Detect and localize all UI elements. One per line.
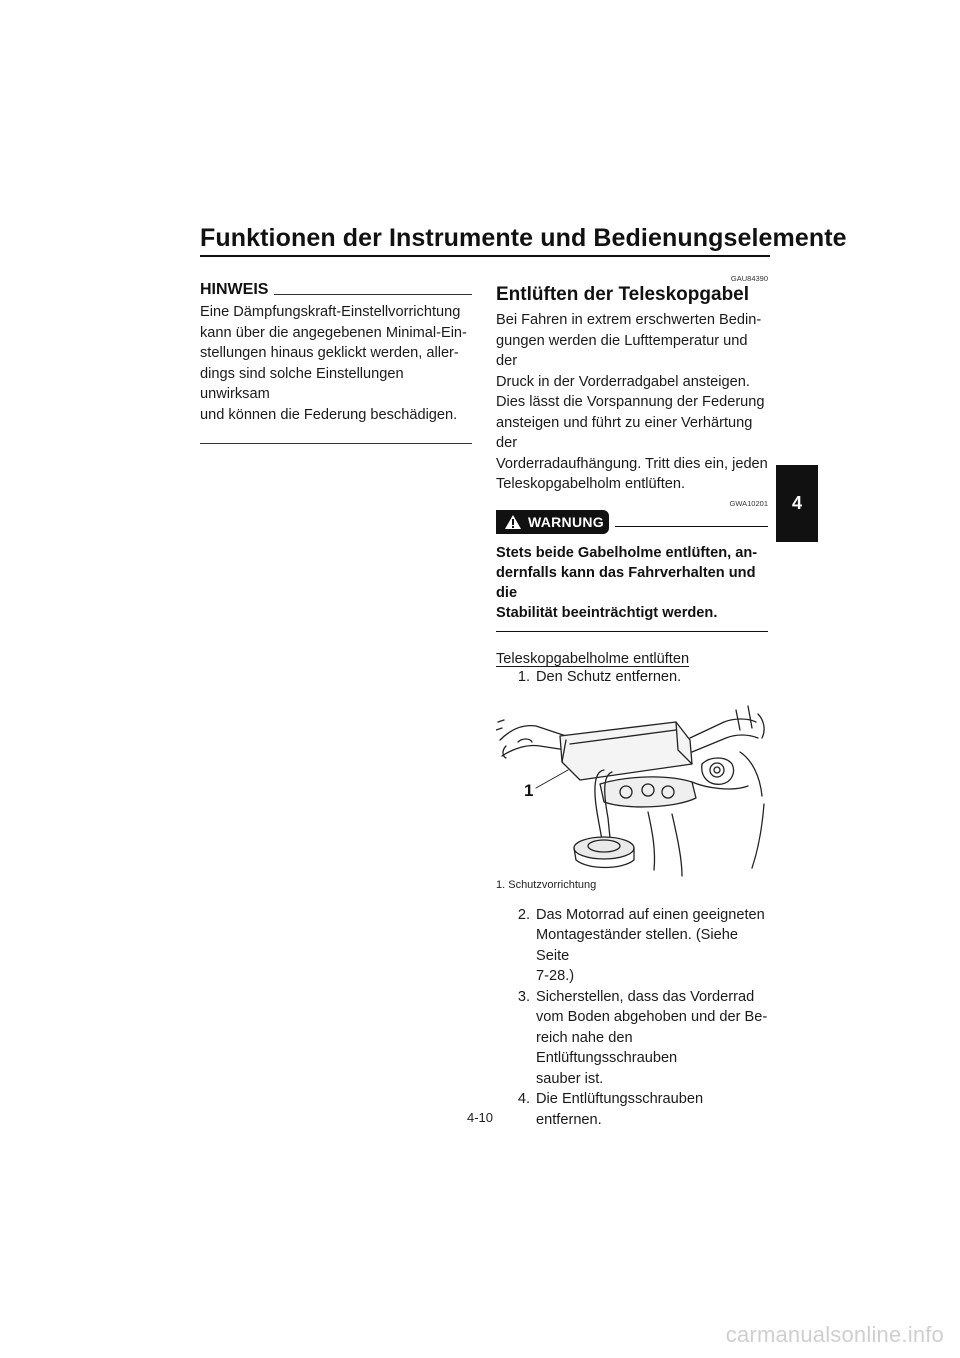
step-number: 1.: [517, 669, 530, 685]
warning-line: Stets beide Gabelholme entlüften, an-: [496, 544, 758, 561]
warning-label: WARNUNG: [528, 513, 604, 530]
page-number: 4-10: [466, 1110, 494, 1125]
title-rule: [200, 255, 770, 257]
note-text: [200, 302, 472, 425]
warning-header: [496, 510, 768, 534]
intro-line: ansteigen und führt zu einer Verhärtung der: [496, 414, 753, 451]
step-line: sauber ist.: [536, 1070, 604, 1087]
step-line: Das Motorrad auf einen geeigneten: [536, 906, 765, 923]
step-line: Montageständer stellen. (Siehe Seite: [536, 927, 739, 964]
intro-line: Bei Fahren in extrem erschwerten Bedin-: [496, 312, 762, 328]
fork-cover-illustration: [496, 700, 768, 877]
note-line: dings sind solche Einstellungen unwirksam: [200, 365, 404, 402]
intro-line: Teleskopgabelholm entlüften.: [496, 476, 686, 492]
warning-text: [496, 543, 768, 623]
section-heading: Entlüften der Teleskopgabel: [496, 284, 750, 305]
note-end-rule: [200, 443, 472, 444]
warning-line: Stabilität beeinträchtigt werden.: [496, 604, 718, 621]
note-header: [200, 281, 472, 299]
intro-line: Dies lässt die Vorspannung der Federung: [496, 394, 765, 410]
warning-line: dernfalls kann das Fahrverhalten und die: [496, 564, 756, 601]
note-box: [200, 281, 472, 444]
step-number: 4.: [517, 1091, 530, 1107]
warning-rule: [615, 526, 768, 528]
note-line: und können die Federung beschädigen.: [200, 406, 458, 423]
step-line: vom Boden abgehoben und der Be-: [536, 1009, 768, 1025]
section-bleeding: [496, 274, 768, 1130]
step-text: [536, 987, 768, 1090]
step-line: Sicherstellen, dass das Vorderrad: [536, 988, 755, 1005]
figure-caption: 1. Schutzvorrichtung: [496, 878, 597, 891]
step-text: [536, 905, 768, 987]
procedure-title: Teleskopgabelholme entlüften: [496, 651, 690, 667]
step-line: 7-28.): [536, 968, 575, 984]
step-text: Die Entlüftungsschrauben entfernen.: [536, 1091, 704, 1128]
warning-end-rule: [496, 631, 768, 633]
step-text: Den Schutz entfernen.: [536, 669, 682, 685]
note-line: Eine Dämpfungskraft-Einstellvorrichtung: [200, 304, 461, 320]
figure-callout: 1: [524, 780, 534, 800]
warning-code: GWA10201: [729, 498, 768, 508]
step-item: [496, 667, 768, 688]
step-number: 3.: [517, 988, 530, 1005]
intro-line: Druck in der Vorderradgabel ansteigen.: [496, 373, 750, 390]
page-title: Funktionen der Instrumente und Bedienungselemente: [200, 224, 847, 252]
note-rule: [274, 294, 472, 295]
step-number: 2.: [517, 906, 530, 923]
section-intro: [496, 310, 768, 495]
procedure-steps-first: [496, 667, 768, 688]
note-line: stellungen hinaus geklickt werden, aller-: [200, 345, 459, 361]
note-line: kann über die angegebenen Minimal-Ein-: [200, 324, 467, 341]
intro-line: gungen werden die Lufttemperatur und der: [496, 332, 748, 369]
warning-badge: [496, 510, 609, 534]
chapter-tab: 4: [776, 465, 818, 542]
section-code: GAU84390: [730, 274, 768, 283]
procedure-steps: [496, 905, 768, 1131]
step-item: [496, 905, 768, 987]
intro-line: Vorderradaufhängung. Tritt dies ein, jeden: [496, 455, 768, 472]
note-label: HINWEIS: [200, 281, 269, 298]
warning-triangle-icon: [504, 514, 522, 530]
step-line: reich nahe den Entlüftungsschrauben: [536, 1029, 678, 1066]
watermark: carmanualsonline.info: [725, 1322, 944, 1347]
step-item: [496, 987, 768, 1090]
